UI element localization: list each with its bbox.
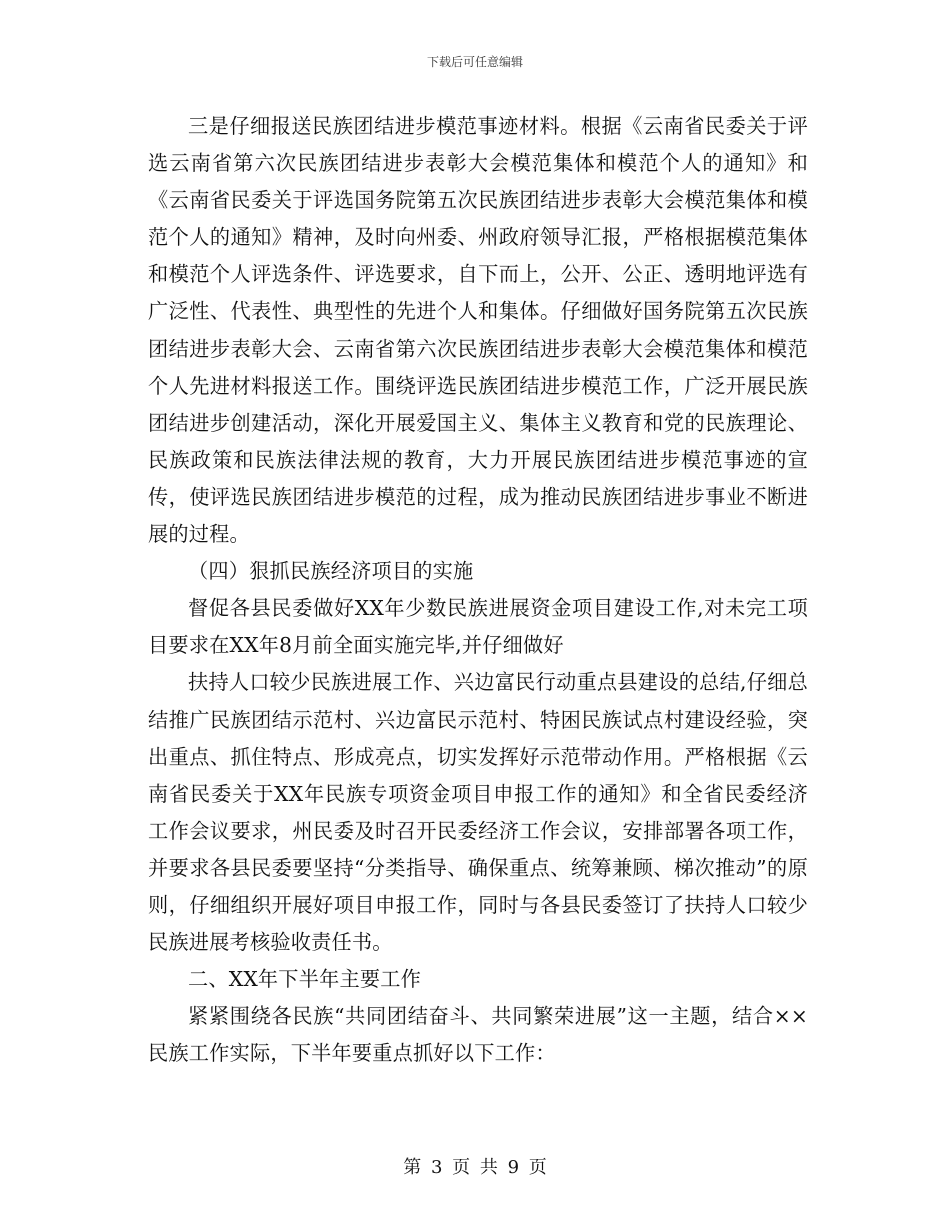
page-header: 下载后可任意编辑 <box>426 55 523 69</box>
section-heading-economic-projects: （四）狠抓民族经济项目的实施 <box>188 559 474 584</box>
paragraph-supervise-projects: 督促各县民委做好XX年少数民族进展资金项目建设工作,对未完工项目要求在XX年8月前全面实施完毕,并仔细做好 <box>148 596 808 658</box>
paragraph-main-theme: 紧紧围绕各民族“共同团结奋斗、共同繁荣进展”这一主题，结合××民族工作实际，下半年要重点抓好以下工作： <box>148 1004 808 1066</box>
document-body <box>148 108 808 1072</box>
paragraph-model-materials: 三是仔细报送民族团结进步模范事迹材料。根据《云南省民委关于评选云南省第六次民族团结进步表彰大会模范集体和模范个人的通知》和《云南省民委关于评选国务院第五次民族团结进步表彰大会模范集体和模范个人的通知》精神，及时向州委、州政府领导汇报，严格根据模范集体和模范个人评选条件、评选要求，自下而上，公开、公正、透明地评选有广泛性、代表性、典型性的先进个人和集体。仔细做好国务院第五次民族团结进步表彰大会、云南省第六次民族团结进步表彰大会模范集体和模范个人先进材料报送工作。围绕评选民族团结进步模范工作，广泛开展民族团结进步创建活动，深化开展爱国主义、集体主义教育和党的民族理论、民族政策和民族法律法规的教育，大力开展民族团结进步模范事迹的宣传，使评选民族团结进步模范的过程，成为推动民族团结进步事业不断进展的过程。 <box>148 114 808 547</box>
paragraph-support-minorities: 扶持人口较少民族进展工作、兴边富民行动重点县建设的总结,仔细总结推广民族团结示范村、兴边富民示范村、特困民族试点村建设经验，突出重点、抓住特点、形成亮点，切实发挥好示范带动作用。严格根据《云南省民委关于XX年民族专项资金项目申报工作的通知》和全省民委经济工作会议要求，州民委及时召开民委经济工作会议，安排部署各项工作，并要求各县民委要坚持“分类指导、确保重点、统筹兼顾、梯次推动”的原则，仔细组织开展好项目申报工作，同时与各县民委签订了扶持人口较少民族进展考核验收责任书。 <box>148 670 808 955</box>
section-heading-second-half-work: 二、XX年下半年主要工作 <box>188 967 422 992</box>
page-footer: 第 3 页 共 9 页 <box>403 1157 547 1178</box>
